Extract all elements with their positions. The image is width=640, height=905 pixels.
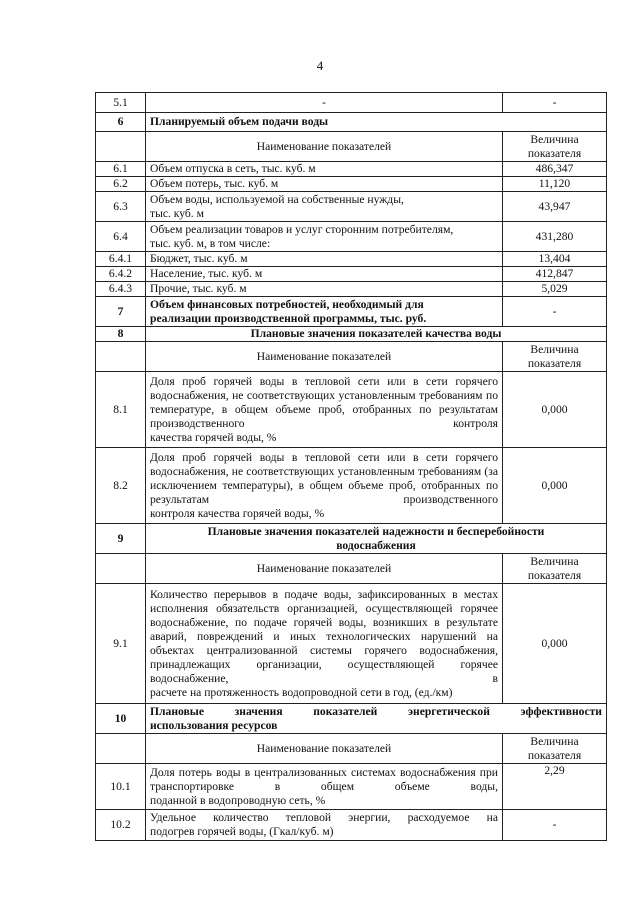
row-value: 11,120 xyxy=(503,177,607,192)
row-value: 0,000 xyxy=(503,448,607,524)
section-row xyxy=(96,524,607,554)
row-number: 6.1 xyxy=(96,162,146,177)
table-row xyxy=(96,177,607,192)
row-description: Количество перерывов в подаче воды, зафиксированных в местах исполнения обязательств организацией, осуществляющей горячее водоснабжение, по подаче горячей воды, возникших в результате аварий, повреждений и иных технологических нарушений на объектах централизованной системы горячего водоснабжения, принадлежащих организации, осуществляющей горячее водоснабжение, в расчете на протяженность водопроводной сети в год, (ед./км) xyxy=(146,584,503,704)
row-value: 431,280 xyxy=(503,222,607,252)
row-number: 8.2 xyxy=(96,448,146,524)
row-value: - xyxy=(503,297,607,327)
header-row xyxy=(96,734,607,764)
row-number: 6.4.3 xyxy=(96,282,146,297)
table-row xyxy=(96,93,607,113)
section-title: Планируемый объем подачи воды xyxy=(146,113,607,132)
row-number: 6.3 xyxy=(96,192,146,222)
column-header-value: Величина показателя xyxy=(503,554,607,584)
table-row xyxy=(96,810,607,841)
row-number: 5.1 xyxy=(96,93,146,113)
row-value: 2,29 xyxy=(503,764,607,810)
row-number: 10.1 xyxy=(96,764,146,810)
row-number: 6.4.1 xyxy=(96,252,146,267)
header-row xyxy=(96,132,607,162)
header-row xyxy=(96,554,607,584)
row-number: 6.2 xyxy=(96,177,146,192)
section-row xyxy=(96,327,607,342)
column-header-name: Наименование показателей xyxy=(146,342,503,372)
row-value: - xyxy=(503,810,607,841)
section-row xyxy=(96,113,607,132)
row-description: Доля потерь воды в централизованных системах водоснабжения при транспортировке в общем объеме воды, поданной в водопроводную сеть, % xyxy=(146,764,503,810)
section-title: Плановые значения показателей качества воды xyxy=(146,327,607,342)
table-row xyxy=(96,764,607,810)
table-row xyxy=(96,252,607,267)
row-description: Доля проб горячей воды в тепловой сети или в сети горячего водоснабжения, не соответствующих установленным требованиям (за исключением температуры), в общем объеме проб, отобранных по результатам производственного контроля качества горячей воды, % xyxy=(146,448,503,524)
row-value: 0,000 xyxy=(503,372,607,448)
section-row xyxy=(96,704,607,734)
row-value: 486,347 xyxy=(503,162,607,177)
table-row xyxy=(96,267,607,282)
row-value: 43,947 xyxy=(503,192,607,222)
row-value: 13,404 xyxy=(503,252,607,267)
row-value: - xyxy=(503,93,607,113)
row-value: 5,029 xyxy=(503,282,607,297)
column-header-name: Наименование показателей xyxy=(146,734,503,764)
section-title: Плановые значения показателей надежности и бесперебойности водоснабжения xyxy=(146,524,607,554)
section-number: 9 xyxy=(96,524,146,554)
section-number: 10 xyxy=(96,704,146,734)
table-row xyxy=(96,192,607,222)
row-number: 10.2 xyxy=(96,810,146,841)
row-number: 6.4 xyxy=(96,222,146,252)
row-value: 412,847 xyxy=(503,267,607,282)
section-title: Плановые значения показателей энергетической эффективности использования ресурсов xyxy=(146,704,607,734)
table-row xyxy=(96,584,607,704)
row-value: 0,000 xyxy=(503,584,607,704)
row-description: Удельное количество тепловой энергии, расходуемое на подогрев горячей воды, (Гкал/куб. м) xyxy=(146,810,503,841)
section-number: 6 xyxy=(96,113,146,132)
column-header-value: Величина показателя xyxy=(503,132,607,162)
row-description: Объем реализации товаров и услуг сторонним потребителям, тыс. куб. м, в том числе: xyxy=(146,222,503,252)
row-description: Население, тыс. куб. м xyxy=(146,267,503,282)
row-number: 8.1 xyxy=(96,372,146,448)
section-title: Объем финансовых потребностей, необходимый для реализации производственной программы, тыс. руб. xyxy=(146,297,503,327)
section-number: 7 xyxy=(96,297,146,327)
row-description: Бюджет, тыс. куб. м xyxy=(146,252,503,267)
row-description: Объем отпуска в сеть, тыс. куб. м xyxy=(146,162,503,177)
row-description: Доля проб горячей воды в тепловой сети или в сети горячего водоснабжения, не соответствующих установленным требованиям по температуре, в общем объеме проб, отобранных по результатам производственного контроля качества горячей воды, % xyxy=(146,372,503,448)
production-program-table xyxy=(95,92,607,841)
row-description: Объем воды, используемой на собственные нужды, тыс. куб. м xyxy=(146,192,503,222)
table-row xyxy=(96,448,607,524)
table-row xyxy=(96,222,607,252)
section-row xyxy=(96,297,607,327)
table-row xyxy=(96,372,607,448)
row-number: 9.1 xyxy=(96,584,146,704)
table-row xyxy=(96,282,607,297)
column-header-name: Наименование показателей xyxy=(146,132,503,162)
page-number: 4 xyxy=(316,58,324,73)
row-description: - xyxy=(146,93,503,113)
column-header-value: Величина показателя xyxy=(503,734,607,764)
row-description: Объем потерь, тыс. куб. м xyxy=(146,177,503,192)
row-number: 6.4.2 xyxy=(96,267,146,282)
header-row xyxy=(96,342,607,372)
section-number: 8 xyxy=(96,327,146,342)
column-header-name: Наименование показателей xyxy=(146,554,503,584)
row-description: Прочие, тыс. куб. м xyxy=(146,282,503,297)
column-header-value: Величина показателя xyxy=(503,342,607,372)
table-row xyxy=(96,162,607,177)
